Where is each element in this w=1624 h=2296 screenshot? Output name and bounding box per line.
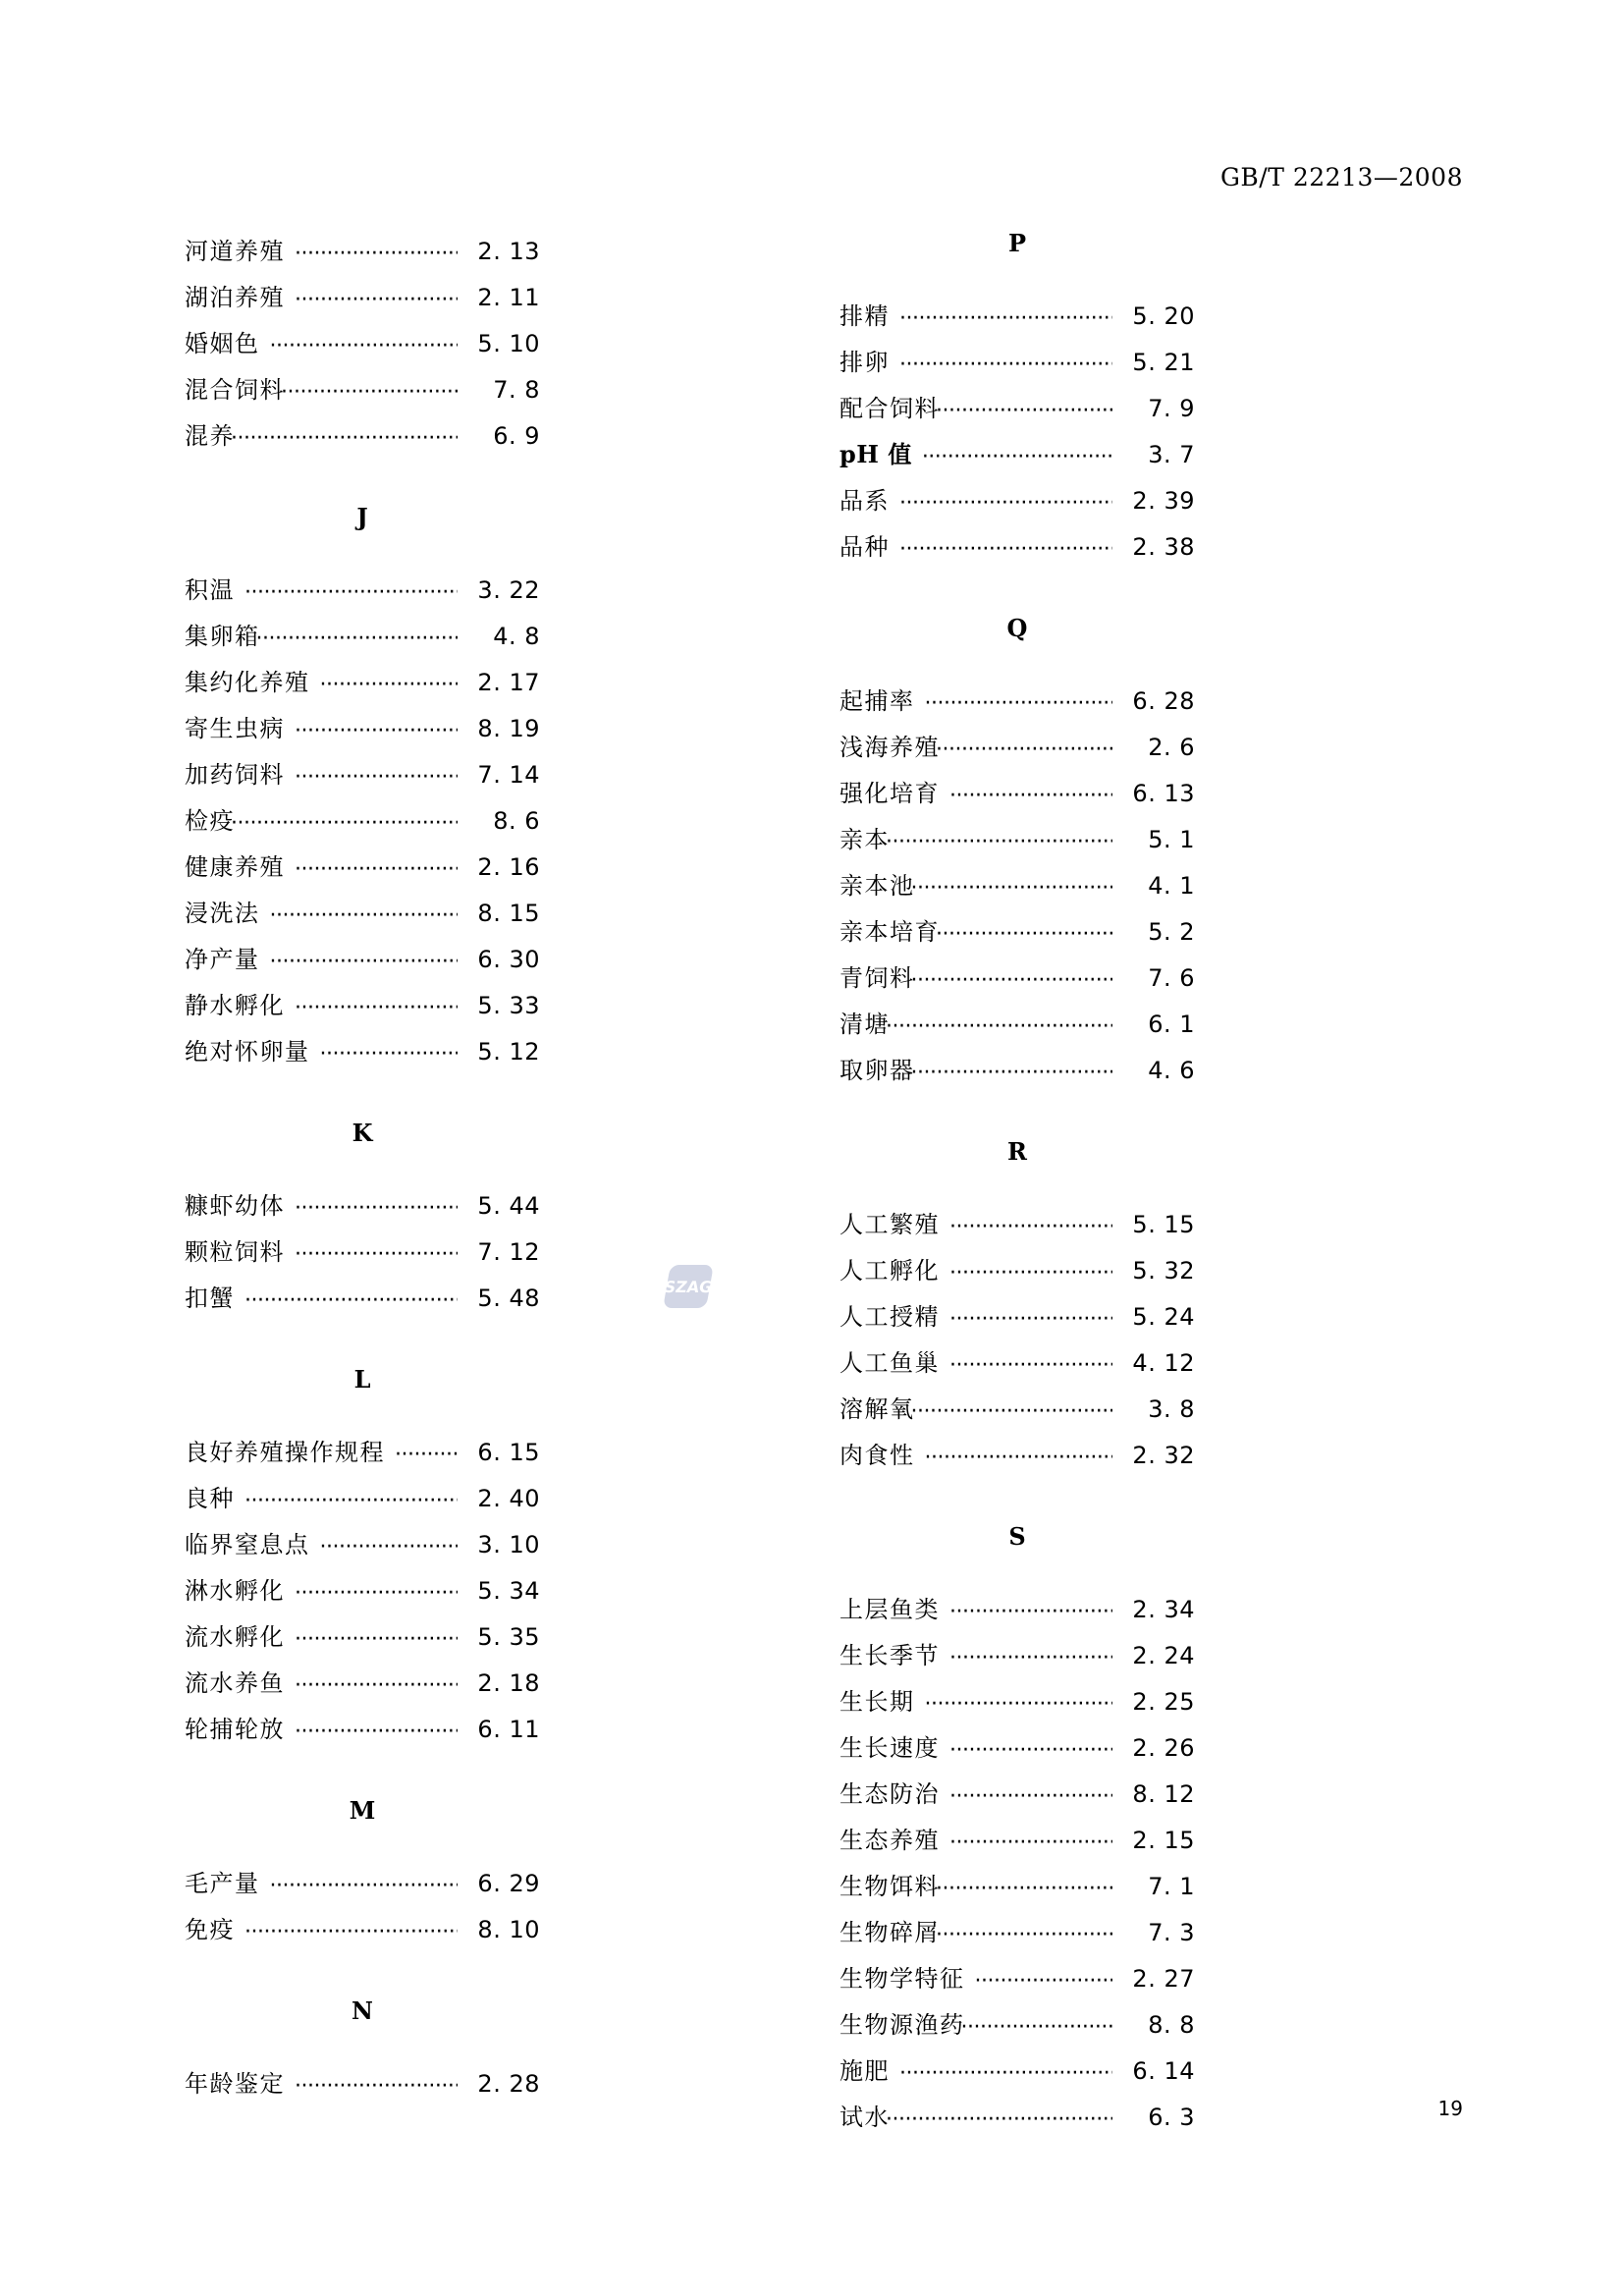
index-entry-term: 河道养殖 <box>185 238 285 265</box>
index-entry-clause-number: 4. 6 <box>1148 1057 1195 1084</box>
index-entry-term: 生物饵料 <box>839 1873 940 1900</box>
index-entry-clause-number: 8. 8 <box>1148 2011 1195 2039</box>
index-entry <box>839 1682 1195 1728</box>
dotted-leader <box>320 1529 459 1553</box>
index-entry-clause-number: 5. 12 <box>477 1038 540 1066</box>
section-letter-heading: R <box>1007 1137 1027 1166</box>
index-entry-clause-number: 6. 1 <box>1148 1011 1195 1038</box>
dotted-leader <box>244 1483 458 1506</box>
dotted-leader <box>899 347 1112 370</box>
index-entry-term: 肉食性 <box>839 1442 915 1469</box>
index-section-block <box>185 232 540 463</box>
index-entry-clause-number: 8. 19 <box>477 715 540 742</box>
index-entry-clause-number: 5. 34 <box>477 1577 540 1605</box>
dotted-leader <box>936 1917 1112 1941</box>
index-entry-term: 施肥 <box>839 2057 890 2085</box>
dotted-leader <box>961 2009 1113 2033</box>
dotted-leader <box>231 420 458 444</box>
dotted-leader <box>911 1055 1113 1078</box>
index-entry-clause-number: 6. 3 <box>1148 2104 1195 2131</box>
index-entry-clause-number: 5. 33 <box>477 992 540 1019</box>
index-entry <box>839 435 1195 481</box>
section-letter-heading: J <box>356 503 368 531</box>
dotted-leader <box>925 685 1113 709</box>
index-entry <box>839 1436 1195 1482</box>
dotted-leader <box>886 824 1112 847</box>
dotted-leader <box>295 1621 458 1645</box>
index-entry-clause-number: 2. 27 <box>1132 1965 1195 1993</box>
index-entry-term: 配合饲料 <box>839 395 940 422</box>
dotted-leader <box>899 531 1112 555</box>
index-entry-clause-number: 6. 13 <box>1132 780 1195 807</box>
index-entry <box>839 1867 1195 1913</box>
dotted-leader <box>925 1440 1113 1463</box>
index-entry-term: 排卵 <box>839 349 890 376</box>
index-entry <box>185 1032 540 1078</box>
index-entry-term: 健康养殖 <box>185 853 285 881</box>
section-letter-heading: L <box>353 1365 371 1394</box>
dotted-leader <box>295 851 458 875</box>
index-entry-clause-number: 2. 16 <box>477 853 540 881</box>
dotted-leader <box>949 1732 1112 1756</box>
index-entry-term: 亲本池 <box>839 872 915 900</box>
dotted-leader <box>270 1868 459 1891</box>
index-entry-term: 集约化养殖 <box>185 669 310 696</box>
dotted-leader <box>244 574 458 598</box>
index-entry-term: 免疫 <box>185 1916 235 1943</box>
dotted-leader <box>899 301 1112 324</box>
index-entry-term: 品系 <box>839 487 890 515</box>
index-entry <box>839 1297 1195 1343</box>
dotted-leader <box>295 2068 458 2092</box>
index-section-block <box>839 1137 1195 1482</box>
index-entry-clause-number: 5. 21 <box>1132 349 1195 376</box>
index-entry <box>839 728 1195 774</box>
index-entry-term: 加药饲料 <box>185 761 285 789</box>
index-entry-clause-number: 8. 10 <box>477 1916 540 1943</box>
index-entry-clause-number: 7. 12 <box>477 1238 540 1266</box>
index-entry-clause-number: 5. 32 <box>1132 1257 1195 1285</box>
index-entry-term: 湖泊养殖 <box>185 284 285 311</box>
index-entry-clause-number: 7. 1 <box>1148 1873 1195 1900</box>
index-section-block <box>839 1522 1195 2144</box>
dotted-leader <box>949 1594 1112 1617</box>
index-section-block <box>185 1996 540 2110</box>
index-entry-clause-number: 2. 25 <box>1132 1688 1195 1716</box>
index-entry-clause-number: 4. 8 <box>493 623 540 650</box>
index-entry <box>839 2051 1195 2098</box>
watermark-artifact: SZAG <box>663 1265 714 1308</box>
index-entry-clause-number: 7. 14 <box>477 761 540 789</box>
index-section-block <box>185 503 540 1078</box>
index-entry-term: 排精 <box>839 302 890 330</box>
index-entry <box>185 278 540 324</box>
section-letter-heading: K <box>352 1119 373 1147</box>
index-entry <box>839 1251 1195 1297</box>
index-entry-term: 毛产量 <box>185 1870 260 1897</box>
index-section-block <box>185 1121 540 1325</box>
index-entry <box>839 1051 1195 1097</box>
index-entry-term: 强化培育 <box>839 780 940 807</box>
dotted-leader <box>295 1714 458 1737</box>
dotted-leader <box>911 870 1113 894</box>
index-entry-clause-number: 7. 8 <box>493 376 540 404</box>
index-entry <box>185 1617 540 1664</box>
index-entry-clause-number: 5. 48 <box>477 1285 540 1312</box>
index-entry <box>185 617 540 663</box>
index-entry-clause-number: 4. 1 <box>1148 872 1195 900</box>
index-entry-clause-number: 3. 10 <box>477 1531 540 1558</box>
index-entry <box>839 1959 1195 2005</box>
index-entry-term: 积温 <box>185 576 235 604</box>
dotted-leader <box>949 1209 1112 1232</box>
index-entry-term: 混合饲料 <box>185 376 285 404</box>
index-entry <box>185 232 540 278</box>
dotted-leader <box>949 1255 1112 1279</box>
index-section-block <box>185 1365 540 1756</box>
dotted-leader <box>295 1190 458 1214</box>
dotted-leader <box>295 1575 458 1599</box>
index-entry <box>839 2098 1195 2144</box>
index-entry-term: 上层鱼类 <box>839 1596 940 1623</box>
index-entry <box>185 324 540 370</box>
index-entry <box>839 1343 1195 1390</box>
dotted-leader <box>295 1236 458 1260</box>
index-entry-clause-number: 5. 20 <box>1132 302 1195 330</box>
dotted-leader <box>244 1283 458 1306</box>
index-entry <box>839 682 1195 728</box>
index-entry-clause-number: 3. 8 <box>1148 1395 1195 1423</box>
index-entry-term: 流水养鱼 <box>185 1669 285 1697</box>
index-entry-term: pH 值 <box>839 440 912 468</box>
dotted-leader <box>320 1036 459 1060</box>
index-entry-term: 生态防治 <box>839 1780 940 1808</box>
dotted-leader <box>949 1825 1112 1848</box>
index-entry <box>185 1910 540 1956</box>
section-letter-heading: S <box>1008 1522 1026 1551</box>
index-entry <box>839 389 1195 435</box>
index-entry <box>839 958 1195 1005</box>
index-entry-term: 青饲料 <box>839 964 915 992</box>
dotted-leader <box>936 1871 1112 1894</box>
dotted-leader <box>949 1778 1112 1802</box>
dotted-leader <box>936 393 1112 416</box>
index-section-block <box>839 229 1195 574</box>
index-entry <box>839 1775 1195 1821</box>
index-entry-term: 良好养殖操作规程 <box>185 1439 385 1466</box>
dotted-leader <box>231 805 458 829</box>
dotted-leader <box>899 485 1112 509</box>
index-entry-term: 试水 <box>839 2104 890 2131</box>
index-entry-term: 糠虾幼体 <box>185 1192 285 1220</box>
index-entry <box>185 370 540 416</box>
dotted-leader <box>295 1667 458 1691</box>
index-entry <box>839 1205 1195 1251</box>
index-entry <box>839 343 1195 389</box>
index-entry-clause-number: 2. 11 <box>477 284 540 311</box>
index-entry-clause-number: 4. 12 <box>1132 1349 1195 1377</box>
index-entry-term: 淋水孵化 <box>185 1577 285 1605</box>
index-entry-clause-number: 3. 22 <box>477 576 540 604</box>
index-entry-clause-number: 2. 28 <box>477 2070 540 2098</box>
dotted-leader <box>911 1394 1113 1417</box>
dotted-leader <box>949 1640 1112 1664</box>
index-entry-term: 混养 <box>185 422 235 450</box>
index-section-block <box>185 1796 540 1956</box>
index-entry-term: 浅海养殖 <box>839 734 940 761</box>
index-entry-clause-number: 6. 14 <box>1132 2057 1195 2085</box>
index-entry <box>185 801 540 847</box>
index-entry <box>839 1821 1195 1867</box>
index-entry-clause-number: 2. 34 <box>1132 1596 1195 1623</box>
index-entry-term: 寄生虫病 <box>185 715 285 742</box>
dotted-leader <box>295 759 458 783</box>
index-entry-clause-number: 8. 6 <box>493 807 540 835</box>
index-entry-term: 生长速度 <box>839 1734 940 1762</box>
index-entry <box>185 2064 540 2110</box>
running-header-standard-number: GB/T 22213—2008 <box>1219 163 1463 191</box>
index-entry-clause-number: 7. 3 <box>1148 1919 1195 1946</box>
dotted-leader <box>949 778 1112 801</box>
index-entry <box>185 709 540 755</box>
index-entry-clause-number: 7. 6 <box>1148 964 1195 992</box>
dotted-leader <box>975 1963 1113 1987</box>
index-section-block <box>839 614 1195 1097</box>
index-entry-term: 临界窒息点 <box>185 1531 310 1558</box>
index-entry-term: 轮捕轮放 <box>185 1716 285 1743</box>
index-entry-clause-number: 2. 6 <box>1148 734 1195 761</box>
dotted-leader <box>295 713 458 737</box>
index-entry-clause-number: 5. 15 <box>1132 1211 1195 1238</box>
index-entry-clause-number: 6. 29 <box>477 1870 540 1897</box>
index-entry <box>185 1664 540 1710</box>
index-entry-clause-number: 2. 18 <box>477 1669 540 1697</box>
index-entry <box>185 986 540 1032</box>
section-letter-heading: Q <box>1006 614 1028 642</box>
index-entry-clause-number: 5. 1 <box>1148 826 1195 853</box>
index-entry-term: 浸洗法 <box>185 900 260 927</box>
index-entry-clause-number: 2. 40 <box>477 1485 540 1512</box>
dotted-leader <box>936 916 1112 940</box>
index-entry-term: 人工孵化 <box>839 1257 940 1285</box>
index-entry-term: 品种 <box>839 533 890 561</box>
index-entry-clause-number: 5. 10 <box>477 330 540 357</box>
index-column-left <box>185 232 540 2110</box>
index-entry <box>839 1728 1195 1775</box>
index-entry <box>185 940 540 986</box>
index-entry-term: 绝对怀卵量 <box>185 1038 310 1066</box>
index-entry-term: 生态养殖 <box>839 1827 940 1854</box>
index-entry-clause-number: 5. 35 <box>477 1623 540 1651</box>
index-entry <box>839 912 1195 958</box>
index-entry-term: 静水孵化 <box>185 992 285 1019</box>
index-entry-clause-number: 6. 15 <box>477 1439 540 1466</box>
index-entry-clause-number: 2. 39 <box>1132 487 1195 515</box>
index-entry <box>185 847 540 894</box>
index-entry-term: 检疫 <box>185 807 235 835</box>
index-entry-clause-number: 2. 26 <box>1132 1734 1195 1762</box>
index-entry-clause-number: 2. 15 <box>1132 1827 1195 1854</box>
index-entry-clause-number: 6. 11 <box>477 1716 540 1743</box>
index-entry-clause-number: 6. 28 <box>1132 687 1195 715</box>
dotted-leader <box>899 2055 1112 2079</box>
index-entry-term: 生物碎屑 <box>839 1919 940 1946</box>
section-letter-heading: M <box>349 1796 376 1825</box>
index-entry <box>839 866 1195 912</box>
index-entry <box>185 1864 540 1910</box>
index-entry-term: 取卵器 <box>839 1057 915 1084</box>
dotted-leader <box>281 374 458 398</box>
index-entry-clause-number: 5. 24 <box>1132 1303 1195 1331</box>
index-entry-term: 生物源渔药 <box>839 2011 965 2039</box>
index-entry-term: 婚姻色 <box>185 330 260 357</box>
index-entry <box>839 297 1195 343</box>
index-entry-clause-number: 2. 17 <box>477 669 540 696</box>
index-entry-term: 流水孵化 <box>185 1623 285 1651</box>
index-entry <box>839 1913 1195 1959</box>
index-entry-term: 人工鱼巢 <box>839 1349 940 1377</box>
dotted-leader <box>949 1347 1112 1371</box>
dotted-leader <box>295 236 458 259</box>
index-entry-term: 年龄鉴定 <box>185 2070 285 2098</box>
index-entry-term: 集卵箱 <box>185 623 260 650</box>
index-entry <box>185 1433 540 1479</box>
index-entry <box>185 1279 540 1325</box>
index-entry-term: 扣蟹 <box>185 1285 235 1312</box>
index-entry <box>839 1005 1195 1051</box>
index-entry-term: 人工授精 <box>839 1303 940 1331</box>
section-letter-heading: N <box>352 1996 373 2025</box>
index-entry <box>839 2005 1195 2051</box>
index-entry <box>185 1525 540 1571</box>
index-entry <box>185 1479 540 1525</box>
index-entry-clause-number: 3. 7 <box>1148 441 1195 468</box>
index-entry <box>185 571 540 617</box>
dotted-leader <box>911 962 1113 986</box>
dotted-leader <box>886 2102 1112 2125</box>
index-entry <box>185 663 540 709</box>
index-entry <box>185 416 540 463</box>
dotted-leader <box>256 621 459 644</box>
section-letter-heading: P <box>1007 229 1027 257</box>
index-entry-clause-number: 8. 12 <box>1132 1780 1195 1808</box>
dotted-leader <box>295 282 458 305</box>
index-entry <box>185 894 540 940</box>
index-entry-clause-number: 6. 9 <box>493 422 540 450</box>
index-column-right <box>839 229 1195 2144</box>
index-entry <box>185 1232 540 1279</box>
index-entry-clause-number: 2. 24 <box>1132 1642 1195 1669</box>
index-entry <box>185 1571 540 1617</box>
index-entry <box>839 1636 1195 1682</box>
dotted-leader <box>270 328 459 352</box>
index-entry-clause-number: 5. 2 <box>1148 918 1195 946</box>
dotted-leader <box>395 1437 458 1460</box>
index-entry <box>839 527 1195 574</box>
index-entry-clause-number: 8. 15 <box>477 900 540 927</box>
index-entry-clause-number: 2. 38 <box>1132 533 1195 561</box>
dotted-leader <box>320 667 459 690</box>
index-entry-term: 人工繁殖 <box>839 1211 940 1238</box>
index-entry-term: 生物学特征 <box>839 1965 965 1993</box>
dotted-leader <box>270 944 459 967</box>
dotted-leader <box>244 1914 458 1938</box>
dotted-leader <box>270 898 459 921</box>
dotted-leader <box>295 990 458 1013</box>
index-entry <box>185 755 540 801</box>
index-entry-clause-number: 2. 13 <box>477 238 540 265</box>
index-entry-term: 清塘 <box>839 1011 890 1038</box>
index-entry <box>839 774 1195 820</box>
index-entry-term: 生长季节 <box>839 1642 940 1669</box>
index-entry <box>185 1710 540 1756</box>
dotted-leader <box>922 439 1112 463</box>
index-entry-term: 亲本 <box>839 826 890 853</box>
index-entry-term: 起捕率 <box>839 687 915 715</box>
index-entry-term: 亲本培育 <box>839 918 940 946</box>
index-entry <box>839 1390 1195 1436</box>
index-entry-clause-number: 5. 44 <box>477 1192 540 1220</box>
index-entry-term: 良种 <box>185 1485 235 1512</box>
dotted-leader <box>936 732 1112 755</box>
dotted-leader <box>925 1686 1113 1710</box>
page-number: 19 <box>1437 2097 1463 2120</box>
index-entry <box>185 1186 540 1232</box>
dotted-leader <box>949 1301 1112 1325</box>
index-entry-term: 颗粒饲料 <box>185 1238 285 1266</box>
index-entry <box>839 481 1195 527</box>
dotted-leader <box>886 1009 1112 1032</box>
index-entry-term: 生长期 <box>839 1688 915 1716</box>
index-entry <box>839 820 1195 866</box>
index-entry-clause-number: 6. 30 <box>477 946 540 973</box>
index-entry-term: 溶解氧 <box>839 1395 915 1423</box>
index-entry <box>839 1590 1195 1636</box>
index-entry-clause-number: 7. 9 <box>1148 395 1195 422</box>
index-entry-term: 净产量 <box>185 946 260 973</box>
index-entry-clause-number: 2. 32 <box>1132 1442 1195 1469</box>
